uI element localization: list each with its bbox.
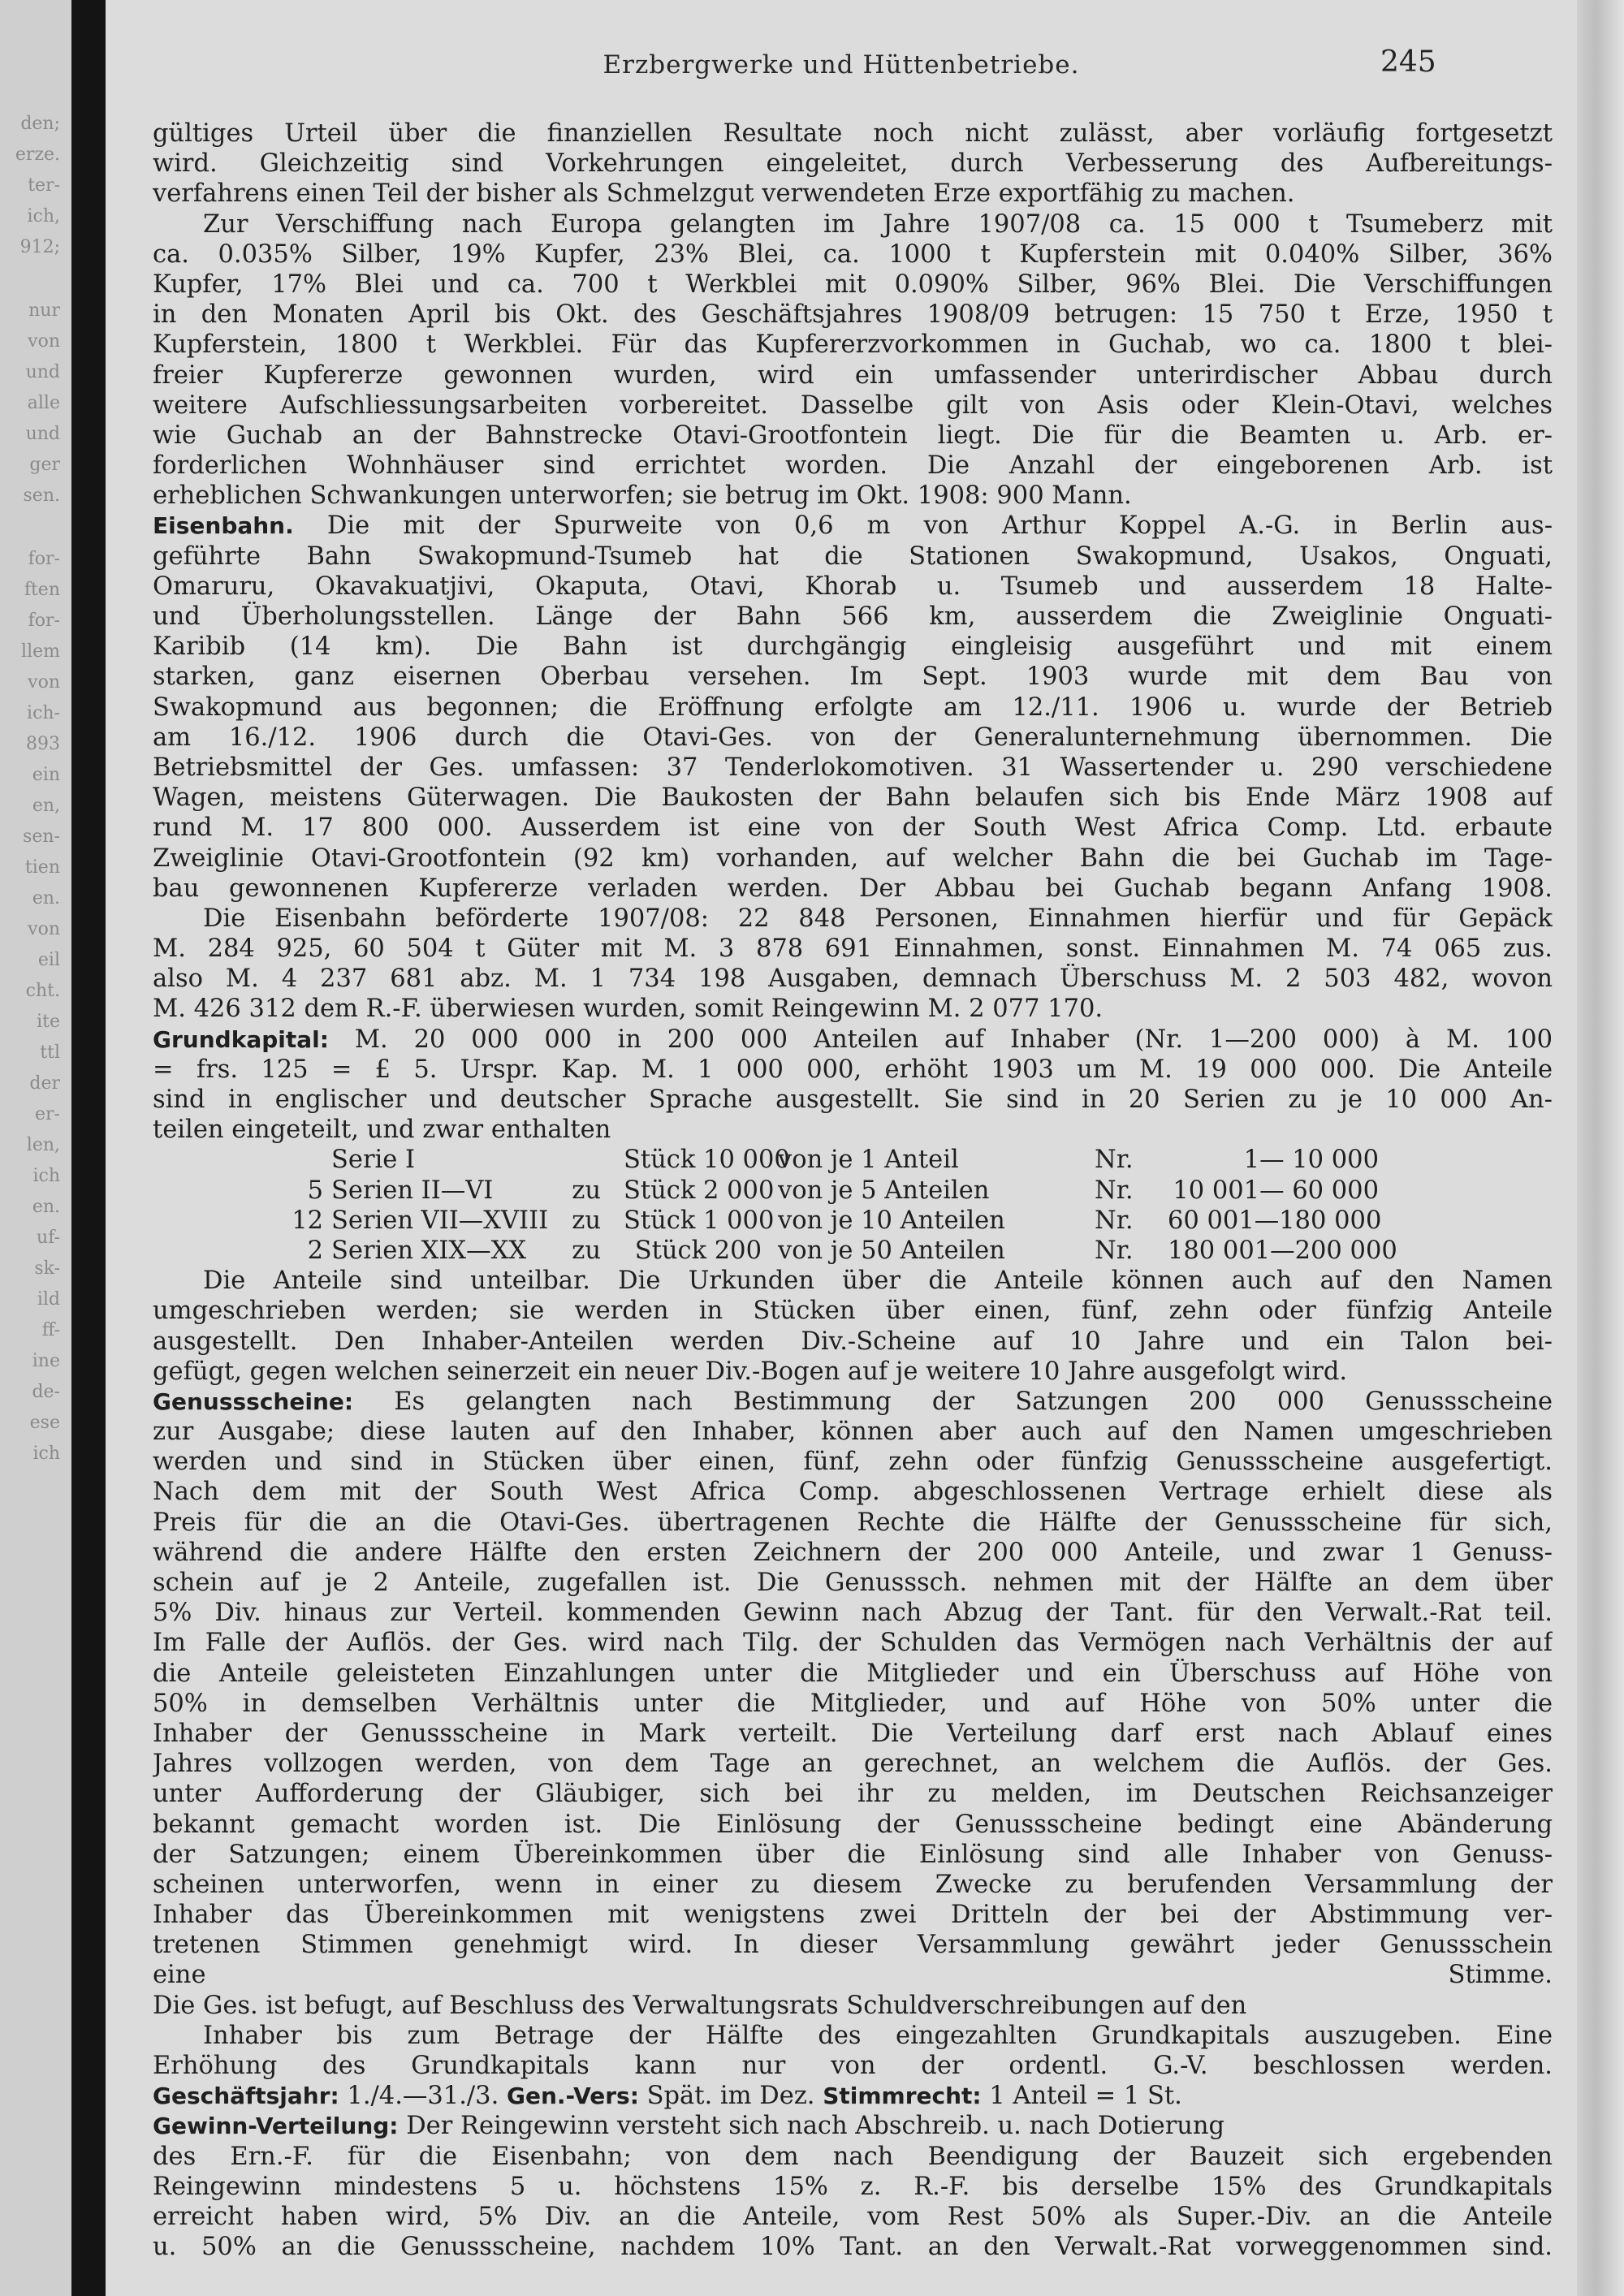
serie-cell-von: von je 10 Anteilen	[778, 1206, 1005, 1235]
serie-cell-von: von je 50 Anteilen	[778, 1236, 1005, 1265]
text-line: Inhaber das Übereinkommen mit wenigstens zwei Dritteln der bei der Abstimmung ver-	[153, 1901, 1553, 1930]
text-line: 50% in demselben Verhältnis unter die Mitglieder, und auf Höhe von 50% unter die	[153, 1689, 1553, 1718]
text-line: ca. 0.035% Silber, 19% Kupfer, 23% Blei, ca. 1000 t Kupferstein mit 0.040% Silber, 36%	[153, 240, 1553, 269]
text-line: der Satzungen; einem Übereinkommen über die Einlösung sind alle Inhaber von Genuss-	[153, 1840, 1553, 1869]
margin-fragment: sen.	[23, 486, 60, 506]
margin-fragment: ein	[32, 765, 60, 785]
serie-cell-zu: zu	[572, 1236, 601, 1265]
text-line: werden und sind in Stücken über einen, fünf, zehn oder fünfzig Genussscheine ausgefertigt.	[153, 1448, 1553, 1477]
serie-row	[153, 1176, 1553, 1206]
margin-fragment: ese	[29, 1413, 60, 1433]
text-line: geführte Bahn Swakopmund-Tsumeb hat die Stationen Swakopmund, Usakos, Onguati,	[153, 542, 1553, 571]
serie-cell-stueck: Stück 2 000	[624, 1176, 775, 1205]
text-line: Omaruru, Okavakuatjivi, Okaputa, Otavi, Khorab u. Tsumeb und ausserdem 18 Halte-	[153, 572, 1553, 601]
text-line: Geschäftsjahr: 1./4.—31./3. Gen.-Vers: Spät. im Dez. Stimmrecht: 1 Anteil = 1 St.	[153, 2082, 1182, 2111]
text-line: in den Monaten April bis Okt. des Geschäftsjahres 1908/09 betrugen: 15 750 t Erze, 1950 t	[153, 300, 1553, 330]
margin-fragment: den;	[20, 114, 60, 134]
text-line: ausgestellt. Den Inhaber-Anteilen werden Div.-Scheine auf 10 Jahre und ein Talon bei-	[153, 1327, 1553, 1356]
margin-fragment: tien	[24, 857, 60, 878]
serie-cell-von: von je 5 Anteilen	[778, 1176, 990, 1205]
text-line: des Ern.-F. für die Eisenbahn; von dem nach Beendigung der Bauzeit sich ergebenden	[153, 2142, 1553, 2171]
text-line: 5% Div. hinaus zur Verteil. kommenden Gewinn nach Abzug der Tant. für den Verwalt.-Rat teil.	[153, 1599, 1553, 1628]
serie-cell-stueck: Stück 10 000	[624, 1146, 790, 1175]
text-line: Preis für die an die Otavi-Ges. übertragenen Rechte die Hälfte der Genussscheine für sich,	[153, 1508, 1553, 1537]
text-line: also M. 4 237 681 abz. M. 1 734 198 Ausgaben, demnach Überschuss M. 2 503 482, wovon	[153, 965, 1553, 994]
text-line: sind in englischer und deutscher Sprache ausgestellt. Sie sind in 20 Serien zu je 10 000 An-	[153, 1085, 1553, 1114]
text-line: Erhöhung des Grundkapitals kann nur von der ordentl. G.-V. beschlossen werden.	[153, 2052, 1553, 2080]
margin-fragment: for-	[28, 549, 60, 569]
text-line: Im Falle der Auflös. der Ges. wird nach Tilg. der Schulden das Vermögen nach Verhältnis der auf	[153, 1629, 1553, 1658]
page-edge	[1577, 0, 1624, 2296]
text-line: umgeschrieben werden; sie werden in Stücken über einen, fünf, zehn oder fünfzig Anteile	[153, 1297, 1553, 1326]
serie-cell-serie: Serien II—VI	[331, 1176, 494, 1205]
text-block-2	[153, 1266, 1553, 2262]
text-line: zur Ausgabe; diese lauten auf den Inhaber, können aber auch auf den Namen umgeschrieben	[153, 1418, 1553, 1447]
margin-fragment: sk-	[34, 1258, 60, 1279]
text-line: weitere Aufschliessungsarbeiten vorbereitet. Dasselbe gilt von Asis oder Klein-Otavi, welches	[153, 391, 1553, 420]
text-line: Nach dem mit der South West Africa Comp. abgeschlossenen Vertrage erhielt diese als	[153, 1478, 1553, 1507]
serie-cell-nr: 10 001— 60 000	[1173, 1176, 1379, 1205]
margin-fragment: ich,	[27, 206, 60, 227]
serie-cell-von: von je 1 Anteil	[778, 1146, 959, 1175]
text-line: Eisenbahn. Die mit der Spurweite von 0,6 m von Arthur Koppel A.-G. in Berlin aus-	[153, 511, 1553, 541]
text-line: M. 426 312 dem R.-F. überwiesen wurden, somit Reingewinn M. 2 077 170.	[153, 995, 1104, 1024]
text-line: Genussscheine: Es gelangten nach Bestimmung der Satzungen 200 000 Genussscheine	[153, 1387, 1553, 1416]
text-line: Inhaber bis zum Betrage der Hälfte des eingezahlten Grundkapitals auszugeben. Eine	[203, 2021, 1553, 2050]
text-line: Wagen, meistens Güterwagen. Die Baukosten der Bahn belaufen sich bis Ende März 1908 auf	[153, 783, 1553, 813]
margin-fragment: er-	[35, 1104, 60, 1124]
margin-fragment: der	[29, 1073, 60, 1094]
text-line: scheinen unterworfen, wenn in einer zu diesem Zwecke zu berufenden Versammlung der	[153, 1870, 1553, 1899]
margin-fragment: for-	[28, 611, 60, 631]
margin-fragment: ine	[32, 1351, 60, 1371]
serie-cell-stueck: Stück 200	[634, 1236, 762, 1265]
serie-cell-nr_label: Nr.	[1095, 1236, 1134, 1265]
text-line: Zweiglinie Otavi-Grootfontein (92 km) vorhanden, auf welcher Bahn die bei Guchab im Tage-	[153, 844, 1553, 873]
text-line: freier Kupfererze gewonnen wurden, wird ein umfassender unterirdischer Abbau durch	[153, 360, 1553, 390]
serie-cell-zu: zu	[572, 1176, 601, 1205]
margin-fragment: von	[28, 331, 60, 352]
text-line: eine Stimme.	[153, 1961, 1553, 1990]
text-line: tretenen Stimmen genehmigt wird. In dieser Versammlung gewährt jeder Genussschein	[153, 1931, 1553, 1960]
margin-fragment: ild	[37, 1289, 60, 1310]
margin-fragment: ttl	[40, 1042, 60, 1063]
serie-cell-count: 5	[307, 1176, 323, 1205]
serie-cell-nr_label: Nr.	[1095, 1146, 1134, 1175]
text-line: Reingewinn mindestens 5 u. höchstens 15% z. R.-F. bis derselbe 15% des Grundkapitals	[153, 2172, 1553, 2201]
text-line: gültiges Urteil über die finanziellen Resultate noch nicht zulässt, aber vorläufig fortgesetzt	[153, 119, 1553, 148]
text-line: verfahrens einen Teil der bisher als Schmelzgut verwendeten Erze exportfähig zu machen.	[153, 179, 1295, 209]
margin-fragment: von	[28, 919, 60, 939]
margin-fragment: ften	[24, 580, 60, 600]
text-line: u. 50% an die Genussscheine, nachdem 10% Tant. an den Verwalt.-Rat vorweggenommen sind.	[153, 2233, 1553, 2262]
text-line: M. 284 925, 60 504 t Güter mit M. 3 878 691 Einnahmen, sonst. Einnahmen M. 74 065 zus.	[153, 934, 1553, 964]
serie-cell-stueck: Stück 1 000	[624, 1206, 775, 1235]
margin-fragment: ff-	[41, 1320, 60, 1340]
margin-fragment: 912;	[19, 237, 60, 257]
margin-fragment: ich	[32, 1444, 60, 1464]
text-line: teilen eingeteilt, und zwar enthalten	[153, 1116, 611, 1145]
binding-gutter	[71, 0, 106, 2296]
serie-cell-serie: Serien VII—XVIII	[331, 1206, 549, 1235]
serie-cell-nr_label: Nr.	[1095, 1206, 1134, 1235]
text-line: während die andere Hälfte den ersten Zeichnern der 200 000 Anteile, und zwar 1 Genuss-	[153, 1538, 1553, 1567]
text-line: am 16./12. 1906 durch die Otavi-Ges. von der Generalunternehmung übernommen. Die	[153, 723, 1553, 752]
text-line: wird. Gleichzeitig sind Vorkehrungen eingeleitet, durch Verbesserung des Aufbereitungs-	[153, 149, 1553, 179]
text-line: Grundkapital: M. 20 000 000 in 200 000 Anteilen auf Inhaber (Nr. 1—200 000) à M. 100	[153, 1025, 1553, 1054]
margin-fragment: und	[25, 424, 60, 444]
margin-fragment: 893	[26, 734, 60, 754]
text-line: bau gewonnenen Kupfererze verladen werden. Der Abbau bei Guchab begann Anfang 1908.	[153, 874, 1553, 903]
serie-cell-serie: Serien XIX—XX	[331, 1236, 527, 1265]
margin-fragment: cht.	[25, 981, 60, 1001]
text-line: die Anteile geleisteten Einzahlungen unter die Mitglieder und ein Überschuss auf Höhe von	[153, 1659, 1553, 1688]
serie-cell-nr: 60 001—180 000	[1168, 1206, 1382, 1235]
text-line: Jahres vollzogen werden, von dem Tage an gerechnet, an welchem die Auflös. der Ges.	[153, 1750, 1553, 1779]
text-line: = frs. 125 = £ 5. Urspr. Kap. M. 1 000 000, erhöht 1903 um M. 19 000 000. Die Anteile	[153, 1055, 1553, 1084]
text-line: Zur Verschiffung nach Europa gelangten im Jahre 1907/08 ca. 15 000 t Tsumeberz mit	[203, 209, 1553, 239]
text-line: rund M. 17 800 000. Ausserdem ist eine von der South West Africa Comp. Ltd. erbaute	[153, 814, 1553, 843]
text-line: schein auf je 2 Anteile, zugefallen ist. Die Genusssch. nehmen mit der Hälfte an dem über	[153, 1569, 1553, 1597]
book-page	[106, 0, 1577, 2296]
margin-fragment: en,	[32, 796, 60, 816]
serie-cell-zu: zu	[572, 1206, 601, 1235]
page-number: 245	[1380, 45, 1436, 79]
text-line: Betriebsmittel der Ges. umfassen: 37 Tenderlokomotiven. 31 Wassertender u. 290 verschiedene	[153, 753, 1553, 782]
text-line: bekannt gemacht worden ist. Die Einlösung der Genussscheine bedingt eine Abänderung	[153, 1810, 1553, 1839]
margin-fragment: ter-	[28, 175, 60, 196]
margin-fragment: eil	[37, 950, 60, 970]
text-line: Gewinn-Verteilung: Der Reingewinn versteht sich nach Abschreib. u. nach Dotierung	[153, 2112, 1225, 2141]
margin-fragment: llem	[21, 641, 60, 662]
text-line: Die Anteile sind unteilbar. Die Urkunden über die Anteile können auch auf den Namen	[203, 1267, 1553, 1296]
body-text	[153, 119, 1553, 2262]
text-line: Kupfer, 17% Blei und ca. 700 t Werkblei mit 0.090% Silber, 96% Blei. Die Verschiffungen	[153, 270, 1553, 299]
margin-fragment: uf-	[37, 1228, 60, 1248]
text-line: forderlichen Wohnhäuser sind errichtet worden. Die Anzahl der eingeborenen Arb. ist	[153, 451, 1553, 481]
text-line: wie Guchab an der Bahnstrecke Otavi-Grootfontein liegt. Die für die Beamten u. Arb. er-	[153, 421, 1553, 450]
text-line: Inhaber der Genussscheine in Mark verteilt. Die Verteilung darf erst nach Ablauf eines	[153, 1719, 1553, 1748]
text-line: unter Aufforderung der Gläubiger, sich bei ihr zu melden, im Deutschen Reichsanzeiger	[153, 1780, 1553, 1809]
margin-fragment: ger	[29, 455, 60, 475]
serie-cell-nr: 1— 10 000	[1243, 1146, 1379, 1175]
adjacent-page-strip	[0, 0, 71, 2296]
text-line: starken, ganz eisernen Oberbau versehen. Im Sept. 1903 wurde mit dem Bau von	[153, 662, 1553, 692]
serie-cell-count: 2	[307, 1236, 323, 1265]
text-line: erheblichen Schwankungen unterworfen; sie betrug im Okt. 1908: 900 Mann.	[153, 481, 1132, 511]
margin-fragment: sen-	[23, 826, 60, 847]
text-line: Die Eisenbahn beförderte 1907/08: 22 848 Personen, Einnahmen hierfür und für Gepäck	[203, 904, 1553, 933]
margin-fragment: en.	[32, 888, 60, 908]
serie-row	[153, 1236, 1553, 1266]
margin-fragment: len,	[26, 1135, 60, 1155]
serie-cell-count: 12	[292, 1206, 323, 1235]
serie-cell-serie: Serie I	[331, 1146, 416, 1175]
margin-fragment: von	[28, 672, 60, 693]
margin-fragment: alle	[27, 393, 60, 413]
text-line: Swakopmund aus begonnen; die Eröffnung erfolgte am 12./11. 1906 u. wurde der Betrieb	[153, 693, 1553, 722]
serie-cell-nr_label: Nr.	[1095, 1176, 1134, 1205]
text-line: und Überholungsstellen. Länge der Bahn 566 km, ausserdem die Zweiglinie Onguati-	[153, 602, 1553, 631]
margin-fragment: de-	[32, 1382, 60, 1402]
text-line: Die Ges. ist befugt, auf Beschluss des Verwaltungsrats Schuldverschreibungen auf den	[153, 1991, 1247, 2020]
margin-fragment: ich	[32, 1166, 60, 1186]
serie-table	[153, 1145, 1553, 1266]
text-line: Kupferstein, 1800 t Werkblei. Für das Kupfererzvorkommen in Guchab, wo ca. 1800 t blei-	[153, 330, 1553, 360]
text-line: erreicht haben wird, 5% Div. an die Anteile, vom Rest 50% als Super.-Div. an die Anteile	[153, 2202, 1553, 2231]
serie-row	[153, 1145, 1553, 1175]
margin-fragment: ich-	[27, 703, 60, 723]
margin-fragment: en.	[32, 1197, 60, 1217]
text-block-1	[153, 119, 1553, 1145]
text-line: gefügt, gegen welchen seinerzeit ein neuer Div.-Bogen auf je weitere 10 Jahre ausgefolgt wird.	[153, 1357, 1348, 1386]
margin-fragment: nur	[28, 300, 60, 321]
margin-fragment: und	[25, 362, 60, 382]
margin-fragment: ite	[37, 1012, 60, 1032]
running-head: Erzbergwerke und Hüttenbetriebe.	[603, 50, 1080, 80]
serie-cell-nr: 180 001—200 000	[1168, 1236, 1397, 1265]
text-line: Karibib (14 km). Die Bahn ist durchgängig eingleisig ausgeführt und mit einem	[153, 632, 1553, 662]
margin-fragment: erze.	[15, 145, 60, 165]
serie-row	[153, 1206, 1553, 1236]
